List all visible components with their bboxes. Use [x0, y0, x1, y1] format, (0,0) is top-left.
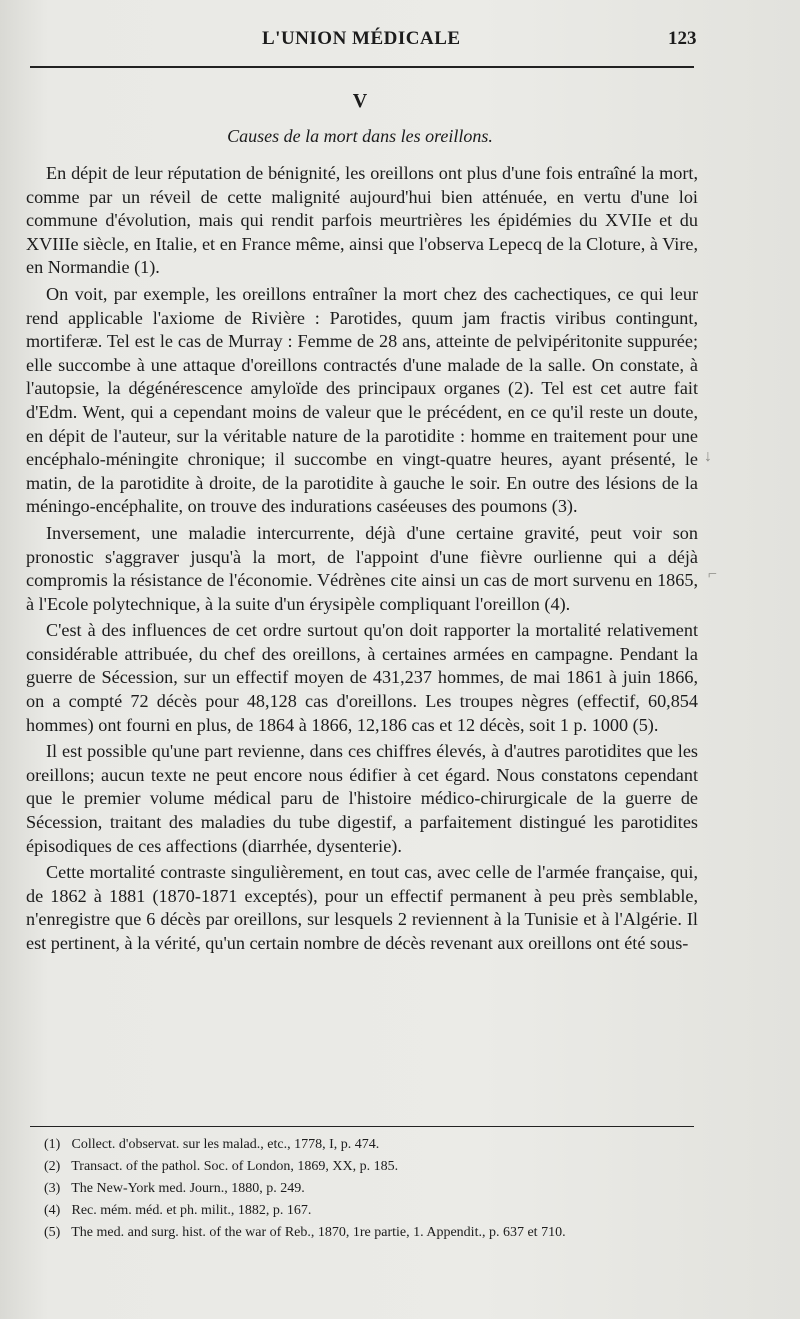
- paragraph: Cette mortalité contraste singulièrement, en tout cas, avec celle de l'armée française, qui, de 1862 à 1881 (1870-1871 exceptés), pour un effectif permanent à peu près semblable, n'enregistre que 6 décès par oreillons, sur lesquels 2 reviennent à la Tunisie et à l'Algérie. Il est pertinent, à la vérité, qu'un certain nombre de décès revenant aux oreillons ont été sous-: [26, 862, 698, 953]
- page-number: 123: [668, 28, 697, 49]
- footnote: [24, 1178, 696, 1200]
- footnote-text: Rec. mém. méd. et ph. milit., 1882, p. 167.: [71, 1203, 312, 1218]
- paragraph: On voit, par exemple, les oreillons entraîner la mort chez des cachectiques, ce qui leur rend applicable l'axiome de Rivière : Parotides, quum jam fractis viribus contingunt, mortiferæ. Tel est le cas de Murray : Femme de 28 ans, atteinte de pelvipéritonite suppurée; elle succombe à une attaque d'oreillons contractés d'une malade de la salle. On constate, à l'autopsie, la dégénérescence amyloïde des principaux organes (2). Tel est cet autre fait d'Edm. Went, qui a cependant moins de valeur que le précédent, en ce qu'il reste un doute, en dépit de l'auteur, sur la véritable nature de la parotidite : homme en traitement pour une encéphalo-méningite chronique; il succombe en vingt-quatre heures, ayant présenté, le matin, de la parotidite à droite, de la parotidite à gauche le soir. En outre des lésions de la méningo-encéphalite, on trouve des indurations caséeuses des poumons (3).: [26, 283, 698, 517]
- footnote-number: (4): [44, 1203, 61, 1218]
- footnote-text: The New-York med. Journ., 1880, p. 249.: [71, 1181, 305, 1196]
- margin-pencil-mark-icon: ⌐: [708, 566, 718, 583]
- margin-pencil-mark-icon: ↓: [704, 448, 712, 465]
- paragraph: Inversement, une maladie intercurrente, déjà d'une certaine gravité, peut voir son pronostic s'aggraver jusqu'à la mort, de l'appoint d'une fièvre ourlienne qui a déjà compromis la résistance de l'économie. Védrènes cite ainsi un cas de mort survenu en 1865, à l'Ecole polytechnique, à la suite d'un érysipèle compliquant l'oreillon (4).: [26, 522, 698, 614]
- footnotes: [24, 1134, 696, 1244]
- footnote: [24, 1134, 696, 1156]
- paragraph: En dépit de leur réputation de bénignité, les oreillons ont plus d'une fois entraîné la mort, comme par un réveil de cette malignité aujourd'hui bien atténuée, en vertu d'une loi commune d'évolution, mais qui rendit parfois meurtrières les épidémies du XVIIe et du XVIIIe siècle, en Italie, et en France même, ainsi que l'observa Lepecq de la Cloture, à Vire, en Normandie (1).: [26, 163, 698, 278]
- section-title: Causes de la mort dans les oreillons.: [227, 126, 493, 146]
- footnote-number: (2): [44, 1159, 61, 1174]
- footnote-rule: [30, 1126, 694, 1127]
- footnote-number: (1): [44, 1137, 61, 1152]
- footnote: [24, 1156, 696, 1178]
- footnote: [24, 1222, 696, 1244]
- section-number: V: [352, 90, 368, 112]
- page-header: [0, 28, 800, 58]
- footnote-text: Transact. of the pathol. Soc. of London, 1869, XX, p. 185.: [71, 1159, 399, 1174]
- footnote-number: (5): [44, 1225, 61, 1240]
- footnote: [24, 1200, 696, 1222]
- paragraph: C'est à des influences de cet ordre surtout qu'on doit rapporter la mortalité relativement considérable attribuée, du chef des oreillons, à certaines armées en campagne. Pendant la guerre de Sécession, sur un effectif moyen de 431,237 hommes, de mai 1861 à juin 1866, on a compté 72 décès pour 48,128 cas d'oreillons. Les troupes nègres (effectif, 60,854 hommes) ont fourni en plus, de 1864 à 1866, 12,186 cas et 12 décès, soit 1 p. 1000 (5).: [26, 620, 698, 735]
- running-title: L'UNION MÉDICALE: [262, 28, 461, 49]
- footnote-number: (3): [44, 1181, 61, 1196]
- footnote-text: The med. and surg. hist. of the war of Reb., 1870, 1re partie, 1. Appendit., p. 637 et 710.: [71, 1225, 566, 1240]
- paragraph: Il est possible qu'une part revienne, dans ces chiffres élevés, à d'autres parotidites que les oreillons; aucun texte ne peut encore nous édifier à cet égard. Nous constatons cependant que le premier volume médical paru de l'histoire médico-chirurgicale de la guerre de Sécession, traitant des maladies du tube digestif, a parfaitement distingué les parotidites épisodiques de ces affections (diarrhée, dysenterie).: [26, 741, 698, 856]
- footnote-text: Collect. d'observat. sur les malad., etc., 1778, I, p. 474.: [71, 1137, 380, 1152]
- body-text: [26, 162, 698, 956]
- header-rule: [30, 66, 694, 68]
